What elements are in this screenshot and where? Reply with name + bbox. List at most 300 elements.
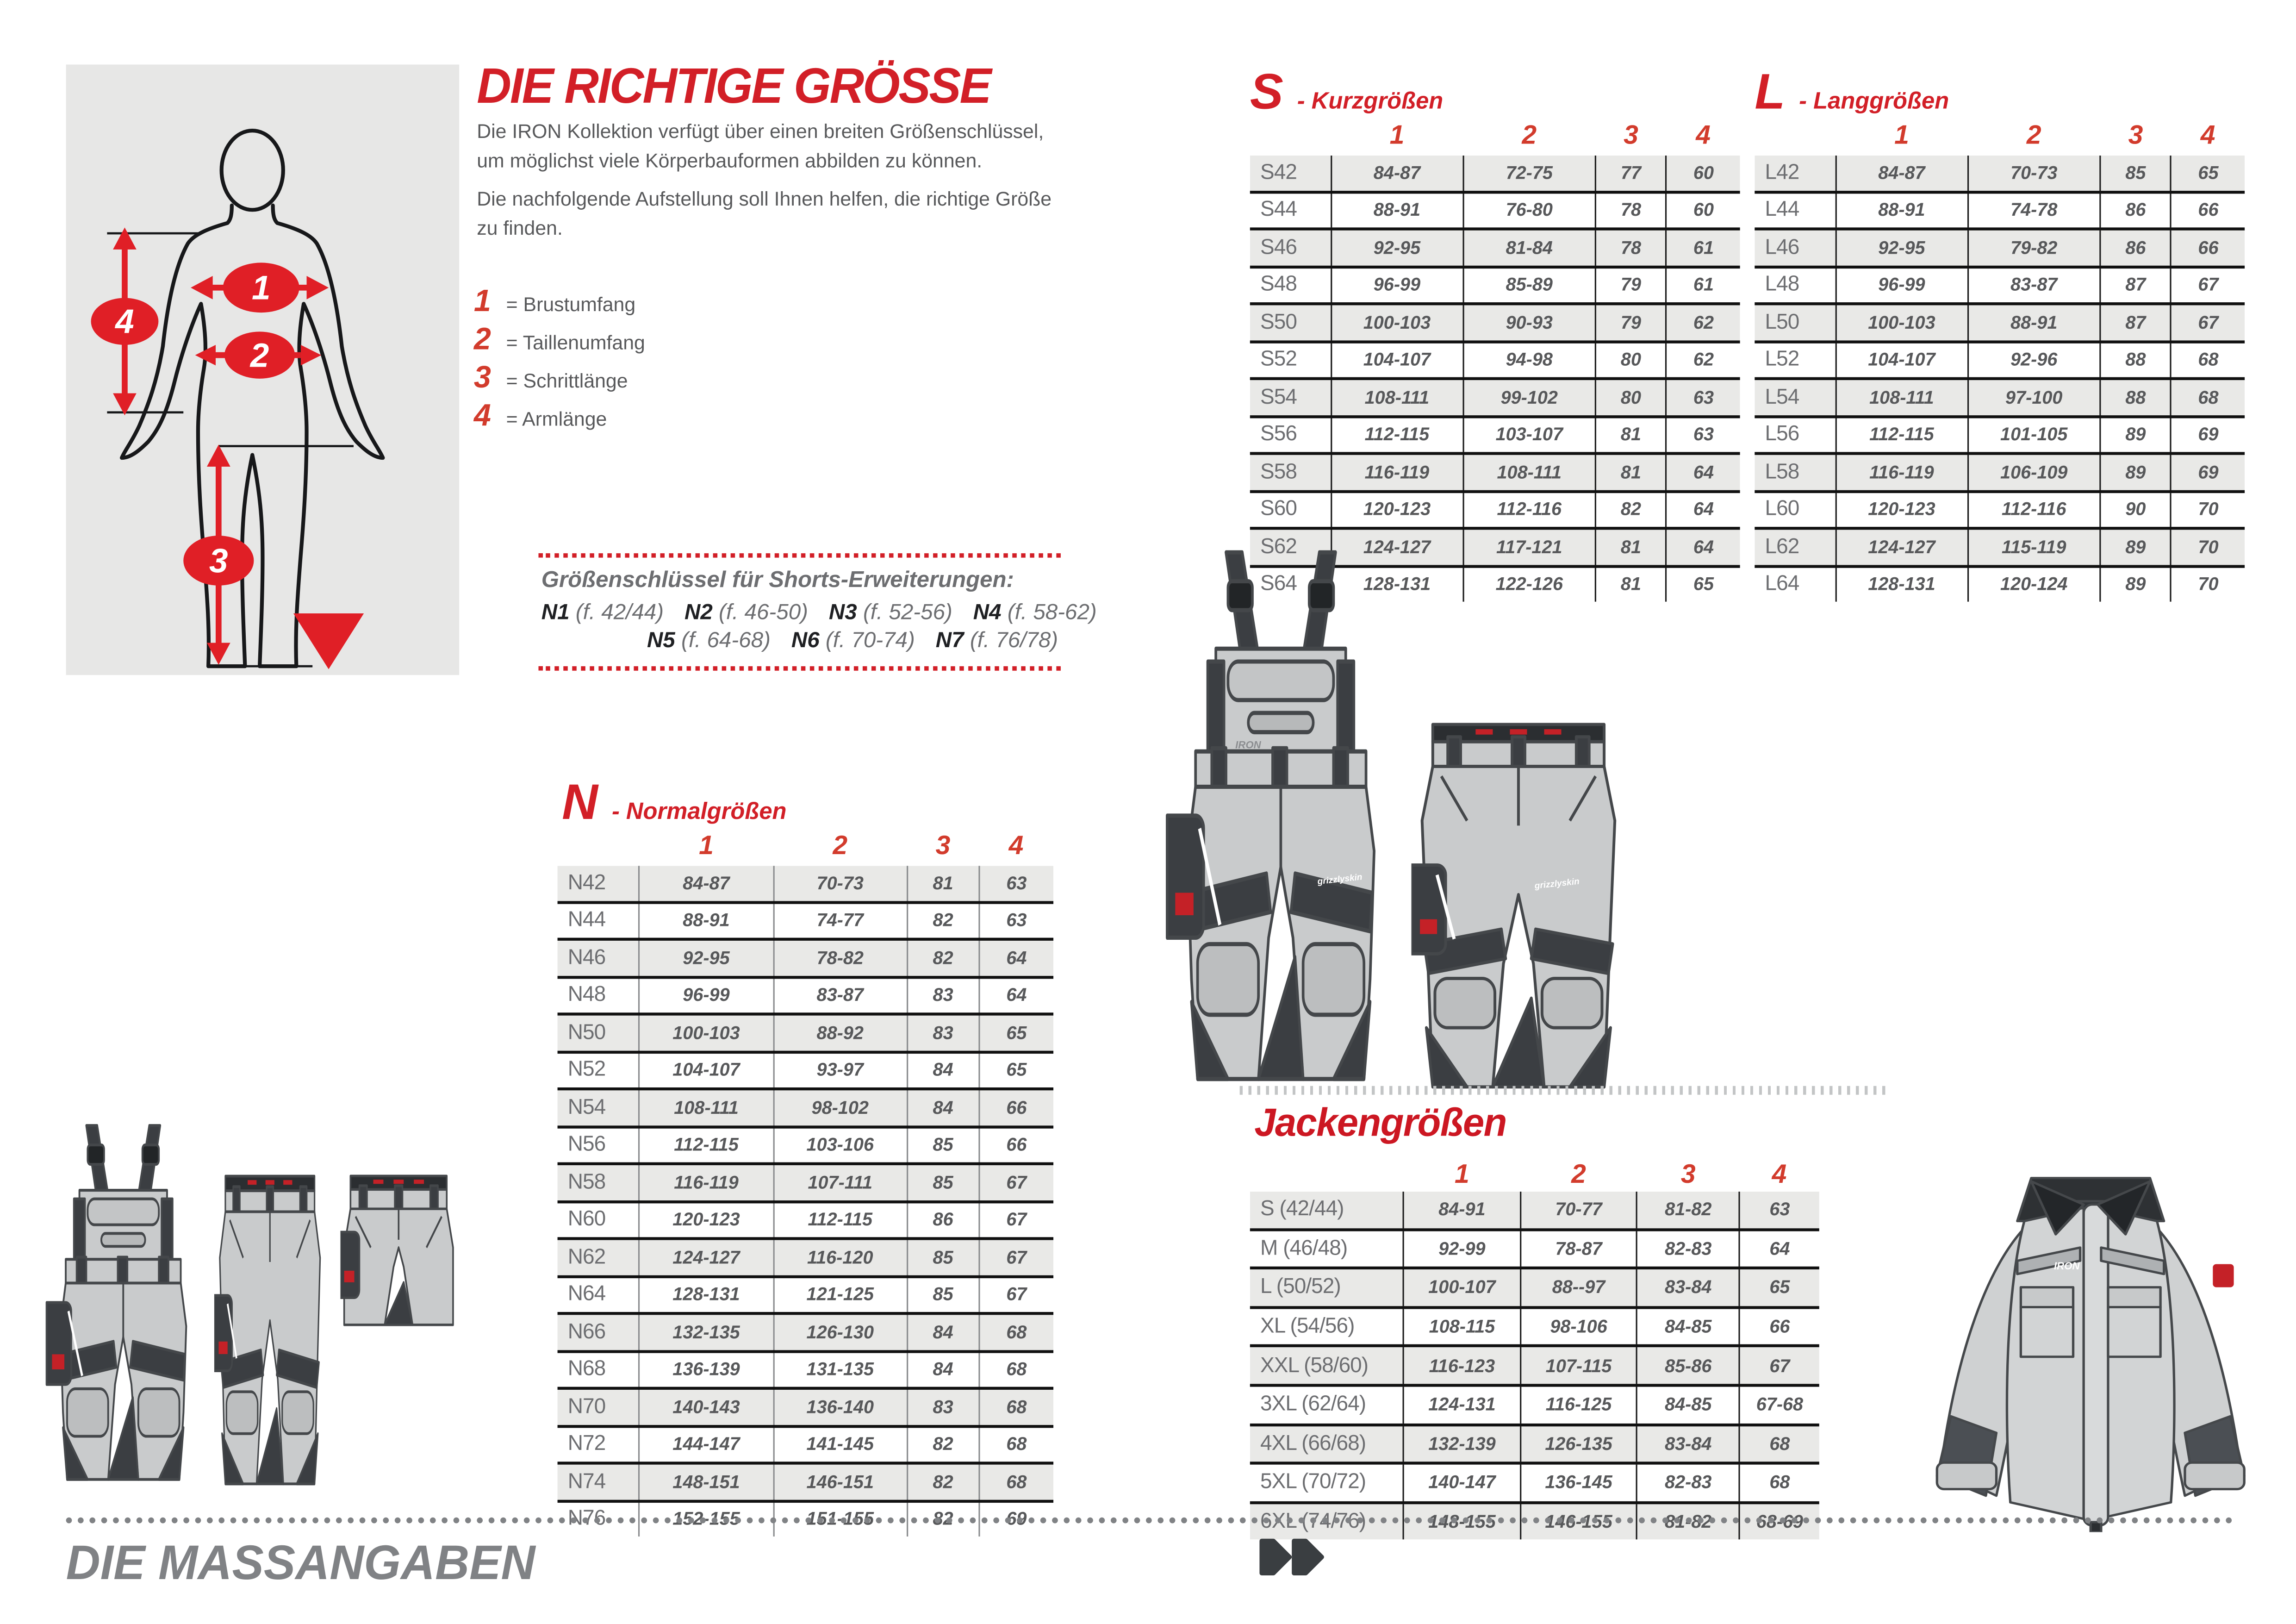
size-value: 68 [1739, 1463, 1819, 1502]
size-range: (f. 46-50) [719, 600, 808, 625]
size-value: 116-119 [639, 1164, 773, 1201]
size-value: 94-98 [1463, 341, 1595, 379]
size-value: 88-91 [639, 902, 773, 939]
size-value: 131-135 [773, 1351, 907, 1388]
size-value: 98-106 [1520, 1307, 1637, 1346]
size-value: 108-111 [1836, 379, 1968, 416]
table-row [1250, 192, 1740, 229]
legend-item-4 [474, 399, 607, 434]
section-name: - Langgrößen [1799, 89, 1949, 115]
size-value: 78 [1595, 229, 1666, 267]
table-row [558, 1238, 1053, 1276]
size-value: 124-127 [1331, 528, 1463, 566]
table-row [1755, 192, 2245, 229]
size-value: 100-103 [1836, 304, 1968, 341]
table-row [1755, 156, 2245, 192]
size-value: 104-107 [639, 1051, 773, 1089]
size-range: (f. 58-62) [1007, 600, 1097, 625]
table-row [1250, 266, 1740, 304]
size-value: 108-115 [1404, 1307, 1520, 1346]
table-row [1250, 1192, 1819, 1229]
bubble-3: 3 [209, 542, 228, 580]
column-headers-l [1755, 120, 2245, 151]
size-value: 65 [979, 1051, 1053, 1089]
table-row [558, 1126, 1053, 1164]
size-label: N70 [567, 1395, 606, 1419]
page-title: DIE RICHTIGE GRÖSSE [477, 58, 990, 115]
size-label: N52 [567, 1058, 606, 1082]
size-code: N2 [684, 600, 713, 625]
size-value: 67 [2171, 304, 2245, 341]
shorts-key-title: Größenschlüssel für Shorts-Erweiterungen: [541, 568, 1014, 593]
size-value: 88-92 [773, 1014, 907, 1051]
table-row [1250, 229, 1740, 267]
table-row [1250, 341, 1740, 379]
size-label: S44 [1260, 198, 1297, 222]
size-label: S64 [1260, 573, 1297, 596]
size-value: 82 [907, 1500, 979, 1537]
size-label: S42 [1260, 161, 1297, 185]
size-value: 148-151 [639, 1463, 773, 1500]
column-header-3: 3 [1680, 1159, 1696, 1189]
size-value: 115-119 [1968, 528, 2100, 566]
legend-item-3 [474, 361, 628, 396]
size-value: 62 [1667, 341, 1740, 379]
size-value: 60 [1667, 192, 1740, 229]
size-value: 64 [1667, 528, 1740, 566]
table-row [1250, 491, 1740, 528]
size-label: S56 [1260, 423, 1297, 447]
size-label: L52 [1765, 348, 1799, 372]
size-value: 66 [2171, 192, 2245, 229]
size-value: 112-115 [639, 1126, 773, 1164]
column-header-2: 2 [2026, 120, 2041, 150]
size-range: (f. 70-74) [825, 628, 915, 653]
table-row [558, 1201, 1053, 1239]
size-value: 104-107 [1331, 341, 1463, 379]
double-chevron-icon [1257, 1538, 1328, 1576]
size-value: 88-91 [1331, 192, 1463, 229]
table-row [558, 1014, 1053, 1051]
column-header-2: 2 [833, 831, 848, 860]
bib-overall-illustration [1159, 546, 1402, 1092]
size-value: 89 [2100, 566, 2171, 602]
table-row [558, 1351, 1053, 1388]
size-code: N6 [791, 628, 820, 653]
section-title-langgroessen [1755, 64, 1949, 122]
size-value: 112-115 [773, 1201, 907, 1239]
column-headers-n [558, 831, 1053, 862]
size-value: 84-85 [1637, 1385, 1739, 1424]
size-value: 117-121 [1463, 528, 1595, 566]
size-value: 64 [979, 939, 1053, 977]
table-row [558, 1164, 1053, 1201]
table-row [1755, 491, 2245, 528]
size-value: 152-155 [639, 1500, 773, 1537]
legend-number: 1 [473, 284, 491, 319]
size-value: 146-155 [1520, 1502, 1637, 1540]
size-label: N72 [567, 1432, 606, 1456]
table-row [1755, 454, 2245, 491]
size-value: 128-131 [639, 1276, 773, 1313]
size-label: S60 [1260, 498, 1297, 522]
body-diagram-svg [66, 64, 460, 675]
intro-paragraph-2: Die nachfolgende Aufstellung soll Ihnen helfen, die richtige Größe zu finden. [477, 187, 1052, 240]
table-row [558, 1313, 1053, 1351]
size-value: 63 [1739, 1192, 1819, 1229]
size-value: 120-123 [1836, 491, 1968, 528]
size-value: 70 [2171, 528, 2245, 566]
size-value: 86 [2100, 229, 2171, 267]
size-value: 65 [1739, 1268, 1819, 1307]
size-value: 87 [2100, 266, 2171, 304]
size-value: 96-99 [1836, 266, 1968, 304]
shorts-key-row-1 [541, 600, 1097, 625]
size-value: 64 [1667, 454, 1740, 491]
table-row [558, 1089, 1053, 1126]
size-value: 66 [979, 1089, 1053, 1126]
size-label: L64 [1765, 573, 1799, 596]
section-name: - Kurzgrößen [1297, 89, 1444, 115]
size-value: 70 [2171, 566, 2245, 602]
table-row [1250, 379, 1740, 416]
size-value: 79 [1595, 304, 1666, 341]
table-row [1250, 454, 1740, 491]
size-table-jackengroessen [1250, 1192, 1819, 1540]
size-value: 86 [2100, 192, 2171, 229]
size-label: 4XL (66/68) [1260, 1432, 1366, 1456]
size-label: 5XL (70/72) [1260, 1471, 1366, 1495]
size-value: 124-127 [1836, 528, 1968, 566]
size-label: XL (54/56) [1260, 1315, 1355, 1339]
size-label: N42 [567, 871, 606, 895]
size-label: L62 [1765, 535, 1799, 559]
section-title-kurzgroessen [1250, 64, 1443, 122]
size-value: 84 [907, 1051, 979, 1089]
column-header-2: 2 [1522, 120, 1537, 150]
intro-paragraph-1: Die IRON Kollektion verfügt über einen breiten Größenschlüssel, um möglichst viele Körperbauformen abbilden zu können. [477, 120, 1044, 172]
size-value: 85 [907, 1164, 979, 1201]
column-header-4: 4 [1008, 831, 1024, 860]
jacket-illustration [1916, 1168, 2265, 1532]
size-value: 69 [2171, 454, 2245, 491]
column-headers-jacken [1250, 1159, 1819, 1190]
size-value: 80 [1595, 379, 1666, 416]
size-label: L54 [1765, 385, 1799, 409]
size-label: N44 [567, 909, 606, 932]
legend-item-1 [474, 285, 635, 320]
table-row [1250, 1463, 1819, 1502]
size-label: L50 [1765, 311, 1799, 334]
size-code: N7 [935, 628, 964, 653]
size-value: 84 [907, 1089, 979, 1126]
size-value: 141-145 [773, 1426, 907, 1463]
table-row [1250, 1229, 1819, 1268]
size-value: 61 [1667, 229, 1740, 267]
column-header-4: 4 [1696, 120, 1711, 150]
size-value: 65 [2171, 156, 2245, 192]
size-value: 64 [979, 977, 1053, 1014]
size-value: 68 [2171, 379, 2245, 416]
size-value: 124-127 [639, 1238, 773, 1276]
size-code: N4 [973, 600, 1002, 625]
size-code: N1 [541, 600, 570, 625]
size-value: 63 [1667, 416, 1740, 454]
size-label: N54 [567, 1096, 606, 1119]
size-value: 83-84 [1637, 1424, 1739, 1463]
size-value: 128-131 [1836, 566, 1968, 602]
size-value: 92-99 [1404, 1229, 1520, 1268]
size-value: 62 [1667, 304, 1740, 341]
size-value: 68 [2171, 341, 2245, 379]
brand-label-iron: IRON [1235, 741, 1261, 752]
table-row [1250, 1346, 1819, 1385]
table-row [1250, 304, 1740, 341]
table-row [558, 977, 1053, 1014]
size-value: 67 [979, 1238, 1053, 1276]
size-value: 126-130 [773, 1313, 907, 1351]
size-label: L46 [1765, 236, 1799, 260]
size-value: 68 [979, 1426, 1053, 1463]
shorts-illustration-small [340, 1174, 460, 1338]
size-value: 121-125 [773, 1276, 907, 1313]
column-header-1: 1 [699, 831, 714, 860]
column-header-4: 4 [1772, 1159, 1787, 1189]
size-label: S54 [1260, 385, 1297, 409]
table-row [1250, 1307, 1819, 1346]
size-label: S58 [1260, 460, 1297, 484]
column-header-3: 3 [935, 831, 951, 860]
size-value: 144-147 [639, 1426, 773, 1463]
size-value: 70 [2171, 491, 2245, 528]
size-value: 104-107 [1836, 341, 1968, 379]
size-value: 81 [1595, 566, 1666, 602]
size-table-kurzgroessen [1250, 156, 1740, 602]
size-value: 81-82 [1637, 1192, 1739, 1229]
size-value: 78-87 [1520, 1229, 1637, 1268]
size-value: 66 [2171, 229, 2245, 267]
size-value: 67 [979, 1201, 1053, 1239]
size-value: 87 [2100, 304, 2171, 341]
size-value: 84 [907, 1313, 979, 1351]
size-value: 81 [1595, 416, 1666, 454]
measure-legend [474, 285, 855, 446]
size-value: 98-102 [773, 1089, 907, 1126]
size-value: 67 [2171, 266, 2245, 304]
size-value: 90-93 [1463, 304, 1595, 341]
size-value: 66 [979, 1126, 1053, 1164]
size-range: (f. 64-68) [681, 628, 771, 653]
size-value: 100-103 [1331, 304, 1463, 341]
size-label: N62 [567, 1245, 606, 1269]
size-value: 89 [2100, 528, 2171, 566]
size-value: 97-100 [1968, 379, 2100, 416]
size-label: L48 [1765, 273, 1799, 297]
size-label: S62 [1260, 535, 1297, 559]
size-label: N58 [567, 1170, 606, 1194]
column-header-3: 3 [2128, 120, 2143, 150]
size-value: 140-143 [639, 1388, 773, 1426]
trousers-illustration [1412, 722, 1626, 1092]
size-value: 88-91 [1836, 192, 1968, 229]
column-headers-s [1250, 120, 1740, 151]
section-letter: L [1755, 64, 1784, 120]
size-value: 79-82 [1968, 229, 2100, 267]
size-value: 69 [2171, 416, 2245, 454]
size-range: (f. 76/78) [970, 628, 1058, 653]
size-value: 89 [2100, 416, 2171, 454]
size-value: 85 [2100, 156, 2171, 192]
size-value: 67 [1739, 1346, 1819, 1385]
size-value: 93-97 [773, 1051, 907, 1089]
size-value: 151-155 [773, 1500, 907, 1537]
size-value: 112-116 [1968, 491, 2100, 528]
bubble-1: 1 [251, 269, 271, 307]
size-value: 81 [1595, 454, 1666, 491]
size-value: 89 [2100, 454, 2171, 491]
size-value: 63 [1667, 379, 1740, 416]
size-value: 132-139 [1404, 1424, 1520, 1463]
size-value: 88--97 [1520, 1268, 1637, 1307]
section-title-normalgroessen [562, 775, 786, 832]
size-label: N64 [567, 1283, 606, 1307]
size-value: 84-87 [1836, 156, 1968, 192]
size-label: S48 [1260, 273, 1297, 297]
size-value: 83-87 [773, 977, 907, 1014]
size-value: 85-86 [1637, 1346, 1739, 1385]
size-table-normalgroessen [558, 866, 1053, 1537]
size-value: 88 [2100, 341, 2171, 379]
column-header-1: 1 [1894, 120, 1909, 150]
size-label: N56 [567, 1133, 606, 1157]
shorts-size-key-box [538, 553, 1097, 671]
size-value: 77 [1595, 156, 1666, 192]
size-value: 80 [1595, 341, 1666, 379]
size-label: 6XL (74/76) [1260, 1510, 1366, 1534]
size-value: 122-126 [1463, 566, 1595, 602]
size-label: N50 [567, 1021, 606, 1045]
size-value: 81 [907, 866, 979, 902]
size-label: N60 [567, 1208, 606, 1232]
size-value: 68 [979, 1463, 1053, 1500]
size-value: 107-111 [773, 1164, 907, 1201]
size-value: 63 [979, 902, 1053, 939]
size-value: 61 [1667, 266, 1740, 304]
size-value: 103-106 [773, 1126, 907, 1164]
size-label: N68 [567, 1358, 606, 1381]
legend-number: 4 [473, 399, 491, 433]
bib-overall-illustration-small [41, 1121, 205, 1488]
legend-number: 3 [473, 361, 491, 395]
size-value: 92-95 [1331, 229, 1463, 267]
size-value: 70-73 [773, 866, 907, 902]
size-value: 100-107 [1404, 1268, 1520, 1307]
size-value: 96-99 [1331, 266, 1463, 304]
size-label: L (50/52) [1260, 1276, 1341, 1299]
shorts-key-row-2 [647, 628, 1058, 653]
size-value: 88-91 [1968, 304, 2100, 341]
size-value: 65 [1667, 566, 1740, 602]
table-row [558, 1426, 1053, 1463]
size-value: 72-75 [1463, 156, 1595, 192]
size-value: 81-82 [1637, 1502, 1739, 1540]
size-value: 88 [2100, 379, 2171, 416]
table-row [558, 1463, 1053, 1500]
legend-label: = Schrittlänge [506, 369, 628, 392]
size-label: N66 [567, 1320, 606, 1344]
table-row [558, 1276, 1053, 1313]
size-value: 68 [1739, 1424, 1819, 1463]
dashed-separator [1240, 1086, 1890, 1095]
size-value: 67-68 [1739, 1385, 1819, 1424]
size-value: 116-125 [1520, 1385, 1637, 1424]
size-value: 65 [979, 1014, 1053, 1051]
size-value: 68-69 [1739, 1502, 1819, 1540]
size-value: 128-131 [1331, 566, 1463, 602]
table-row [1755, 379, 2245, 416]
size-value: 81 [1595, 528, 1666, 566]
size-value: 108-111 [639, 1089, 773, 1126]
size-value: 120-123 [639, 1201, 773, 1239]
size-value: 132-135 [639, 1313, 773, 1351]
section-letter: S [1250, 64, 1282, 120]
table-row [1755, 266, 2245, 304]
size-value: 67 [979, 1164, 1053, 1201]
table-row [1755, 528, 2245, 566]
size-value: 92-95 [1836, 229, 1968, 267]
size-label: XXL (58/60) [1260, 1354, 1369, 1378]
size-value: 112-116 [1463, 491, 1595, 528]
size-value: 64 [1739, 1229, 1819, 1268]
size-value: 69 [979, 1500, 1053, 1537]
table-row [1250, 1424, 1819, 1463]
size-label: 3XL (62/64) [1260, 1393, 1366, 1417]
size-label: L56 [1765, 423, 1799, 447]
size-label: L44 [1765, 198, 1799, 222]
size-label: L42 [1765, 161, 1799, 185]
size-value: 78-82 [773, 939, 907, 977]
table-row [558, 939, 1053, 977]
size-value: 68 [979, 1388, 1053, 1426]
size-label: S46 [1260, 236, 1297, 260]
size-value: 103-107 [1463, 416, 1595, 454]
measure-number-bubbles [91, 262, 299, 585]
size-value: 83 [907, 1388, 979, 1426]
size-value: 108-111 [1331, 379, 1463, 416]
column-header-1: 1 [1389, 120, 1405, 150]
size-value: 85 [907, 1238, 979, 1276]
size-value: 74-78 [1968, 192, 2100, 229]
size-value: 70-73 [1968, 156, 2100, 192]
size-range: (f. 52-56) [863, 600, 952, 625]
table-row [1250, 156, 1740, 192]
size-value: 120-124 [1968, 566, 2100, 602]
size-value: 67 [979, 1276, 1053, 1313]
size-label: M (46/48) [1260, 1237, 1348, 1261]
size-label: N74 [567, 1470, 606, 1494]
size-value: 112-115 [1331, 416, 1463, 454]
legend-label: = Brustumfang [506, 294, 636, 316]
size-value: 99-102 [1463, 379, 1595, 416]
size-value: 68 [979, 1351, 1053, 1388]
size-value: 116-123 [1404, 1346, 1520, 1385]
size-value: 81-84 [1463, 229, 1595, 267]
size-value: 74-77 [773, 902, 907, 939]
legend-number: 2 [473, 323, 491, 357]
section-letter: N [562, 775, 597, 831]
size-value: 83-84 [1637, 1268, 1739, 1307]
table-row [558, 1051, 1053, 1089]
